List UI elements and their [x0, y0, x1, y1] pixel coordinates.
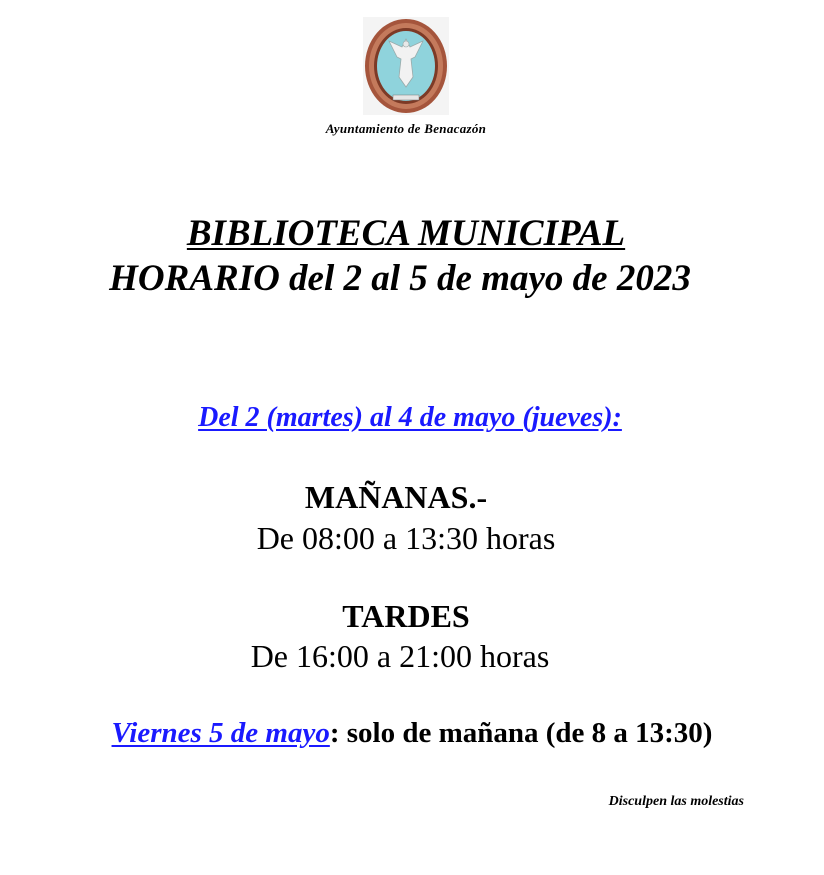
period-heading: Del 2 (martes) al 4 de mayo (jueves): — [198, 402, 622, 433]
morning-label: MAÑANAS.- — [304, 479, 488, 515]
page-title: BIBLIOTECA MUNICIPAL — [186, 213, 626, 254]
morning-hours: De 08:00 a 13:30 horas — [256, 520, 556, 556]
organization-name: Ayuntamiento de Benacazón — [325, 121, 487, 136]
afternoon-hours: De 16:00 a 21:00 horas — [250, 638, 550, 674]
schedule-subtitle: HORARIO del 2 al 5 de mayo de 2023 — [109, 258, 691, 299]
friday-notice — [0, 717, 824, 750]
afternoon-label: TARDES — [342, 598, 470, 634]
friday-text: : solo de mañana (de 8 a 13:30) — [329, 717, 713, 749]
friday-day: Viernes 5 de mayo — [111, 717, 330, 749]
apology-note: Disculpen las molestias — [608, 794, 744, 809]
coat-of-arms-icon — [363, 17, 449, 115]
